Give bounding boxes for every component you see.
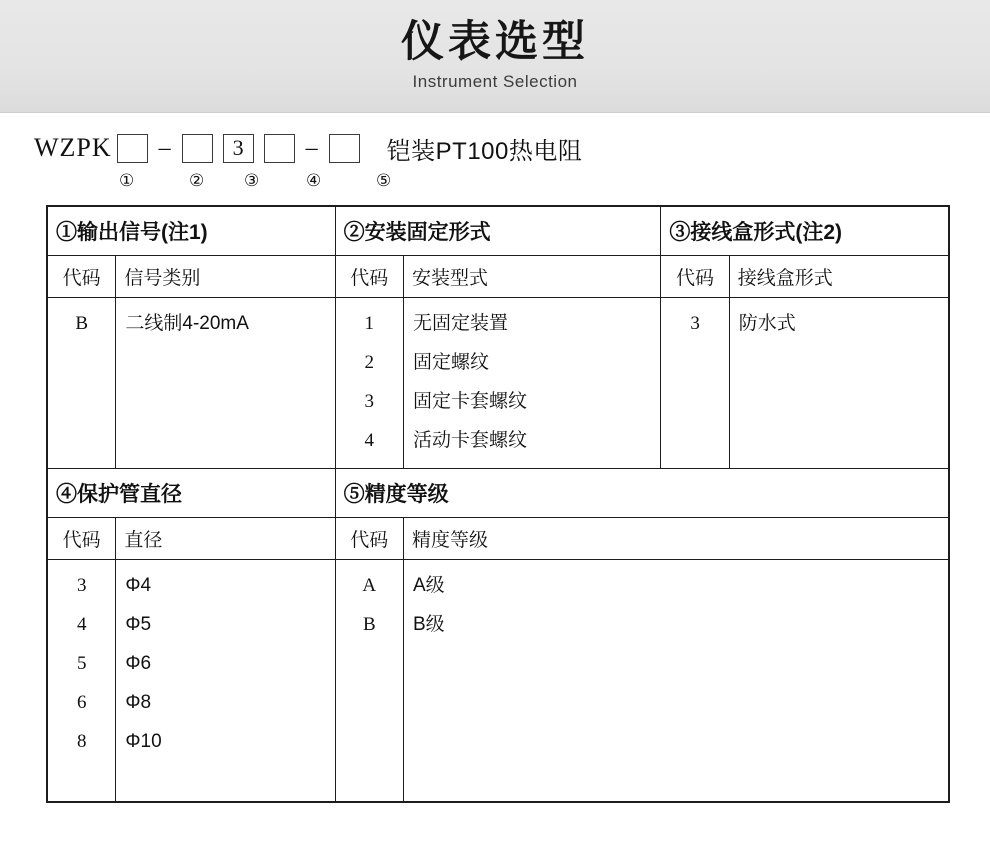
group-5-descs	[404, 560, 948, 684]
group-4-desc-header-cell	[116, 518, 335, 560]
group-4-code-4: 8	[76, 731, 87, 752]
model-prefix: WZPK	[34, 133, 112, 162]
page-subtitle: Instrument Selection	[412, 72, 578, 91]
group-1-title: ①输出信号(注1)	[56, 221, 208, 244]
model-marker-row	[34, 171, 990, 197]
table-row-values-2	[48, 560, 949, 802]
group-2-code-3: 4	[364, 430, 375, 451]
group-3-descs	[730, 298, 948, 351]
group-2-desc-2: 固定卡套螺纹	[412, 391, 527, 412]
code-box-4[interactable]	[264, 134, 295, 163]
group-4-descs	[116, 560, 334, 801]
group-5-desc-header: 精度等级	[411, 530, 488, 551]
group-1-descs-cell	[116, 298, 335, 469]
group-2-desc-header-cell	[403, 256, 660, 298]
marker-3: ③	[244, 171, 260, 190]
group-5-codes-cell	[335, 560, 403, 802]
group-5-codes	[336, 560, 403, 684]
group-2-code-header-cell	[335, 256, 403, 298]
group-2-code-2: 3	[364, 391, 375, 412]
group-3-descs-cell	[729, 298, 948, 469]
group-3-title: ③接线盒形式(注2)	[669, 221, 843, 244]
group-2-codes	[336, 298, 403, 468]
table-row-values-1	[48, 298, 949, 469]
group-3-desc-0: 防水式	[738, 313, 796, 334]
group-4-desc-0: Φ4	[125, 575, 152, 596]
group-4-code-header-cell	[48, 518, 116, 560]
group-5-code-0: A	[362, 575, 377, 596]
group-1-code-0: B	[75, 313, 89, 334]
group-1-code-header: 代码	[62, 268, 101, 289]
group-1-desc-0: 二线制4-20mA	[125, 313, 249, 334]
selection-table	[46, 205, 950, 803]
model-code-area	[0, 113, 990, 205]
group-5-code-header-cell	[335, 518, 403, 560]
group-1-codes-cell	[48, 298, 116, 469]
group-2-desc-1: 固定螺纹	[412, 352, 489, 373]
group-4-desc-header: 直径	[124, 530, 163, 551]
group-5-desc-header-cell	[403, 518, 948, 560]
group-3-code-0: 3	[690, 313, 700, 334]
page-header	[0, 0, 990, 113]
code-box-5[interactable]	[329, 134, 360, 163]
group-1-title-cell	[48, 207, 336, 256]
group-2-desc-3: 活动卡套螺纹	[412, 430, 527, 451]
group-2-code-0: 1	[364, 313, 375, 334]
group-1-descs	[116, 298, 334, 351]
group-5-code-header: 代码	[350, 530, 389, 551]
marker-4: ④	[306, 171, 322, 190]
code-box-1[interactable]	[117, 134, 148, 163]
model-code-row	[34, 131, 990, 165]
group-4-codes-cell	[48, 560, 116, 802]
code-box-2[interactable]	[182, 134, 213, 163]
group-4-desc-2: Φ6	[125, 653, 152, 674]
model-dash-1: –	[158, 134, 171, 161]
group-5-title: ⑤精度等级	[343, 483, 449, 506]
group-3-codes	[661, 298, 728, 351]
group-4-desc-1: Φ5	[125, 614, 152, 635]
group-5-desc-1: B级	[412, 614, 445, 635]
group-4-title: ④保护管直径	[56, 483, 182, 506]
group-5-code-1: B	[362, 614, 376, 635]
group-4-codes	[48, 560, 115, 801]
group-1-desc-header-cell	[116, 256, 335, 298]
group-3-desc-header: 接线盒形式	[737, 268, 833, 289]
group-1-codes	[48, 298, 115, 351]
table-row-group-titles-1	[48, 207, 949, 256]
group-2-descs	[404, 298, 660, 468]
group-4-code-3: 6	[76, 692, 87, 713]
table-row-column-headers-1	[48, 256, 949, 298]
group-3-code-header: 代码	[676, 268, 715, 289]
group-4-descs-cell	[116, 560, 335, 802]
group-5-descs-cell	[403, 560, 948, 802]
group-2-title: ②安装固定形式	[343, 221, 491, 244]
page-title: 仪表选型	[401, 18, 589, 66]
group-3-desc-header-cell	[729, 256, 948, 298]
group-2-desc-header: 安装型式	[411, 268, 488, 289]
group-4-code-2: 5	[76, 653, 87, 674]
group-4-desc-3: Φ8	[125, 692, 152, 713]
group-2-title-cell	[335, 207, 661, 256]
table-row-column-headers-2	[48, 518, 949, 560]
marker-5: ⑤	[376, 171, 392, 190]
group-5-desc-0: A级	[412, 575, 445, 596]
model-dash-2: –	[305, 134, 318, 161]
group-2-code-1: 2	[364, 352, 375, 373]
table-row-group-titles-2	[48, 469, 949, 518]
group-4-code-1: 4	[76, 614, 87, 635]
marker-1: ①	[119, 171, 135, 190]
group-1-code-header-cell	[48, 256, 116, 298]
group-3-codes-cell	[661, 298, 729, 469]
marker-2: ②	[189, 171, 205, 190]
model-product-name: 铠装PT100热电阻	[386, 137, 583, 165]
group-1-desc-header: 信号类别	[124, 268, 201, 289]
group-3-code-header-cell	[661, 256, 729, 298]
group-3-title-cell	[661, 207, 949, 256]
group-5-title-cell	[335, 469, 948, 518]
group-4-desc-4: Φ10	[125, 731, 162, 752]
group-4-title-cell	[48, 469, 336, 518]
group-2-code-header: 代码	[350, 268, 389, 289]
group-4-code-header: 代码	[62, 530, 101, 551]
group-2-descs-cell	[403, 298, 660, 469]
code-box-3[interactable]: 3	[223, 134, 254, 163]
group-2-codes-cell	[335, 298, 403, 469]
group-2-desc-0: 无固定装置	[412, 313, 508, 334]
group-4-code-0: 3	[76, 575, 87, 596]
